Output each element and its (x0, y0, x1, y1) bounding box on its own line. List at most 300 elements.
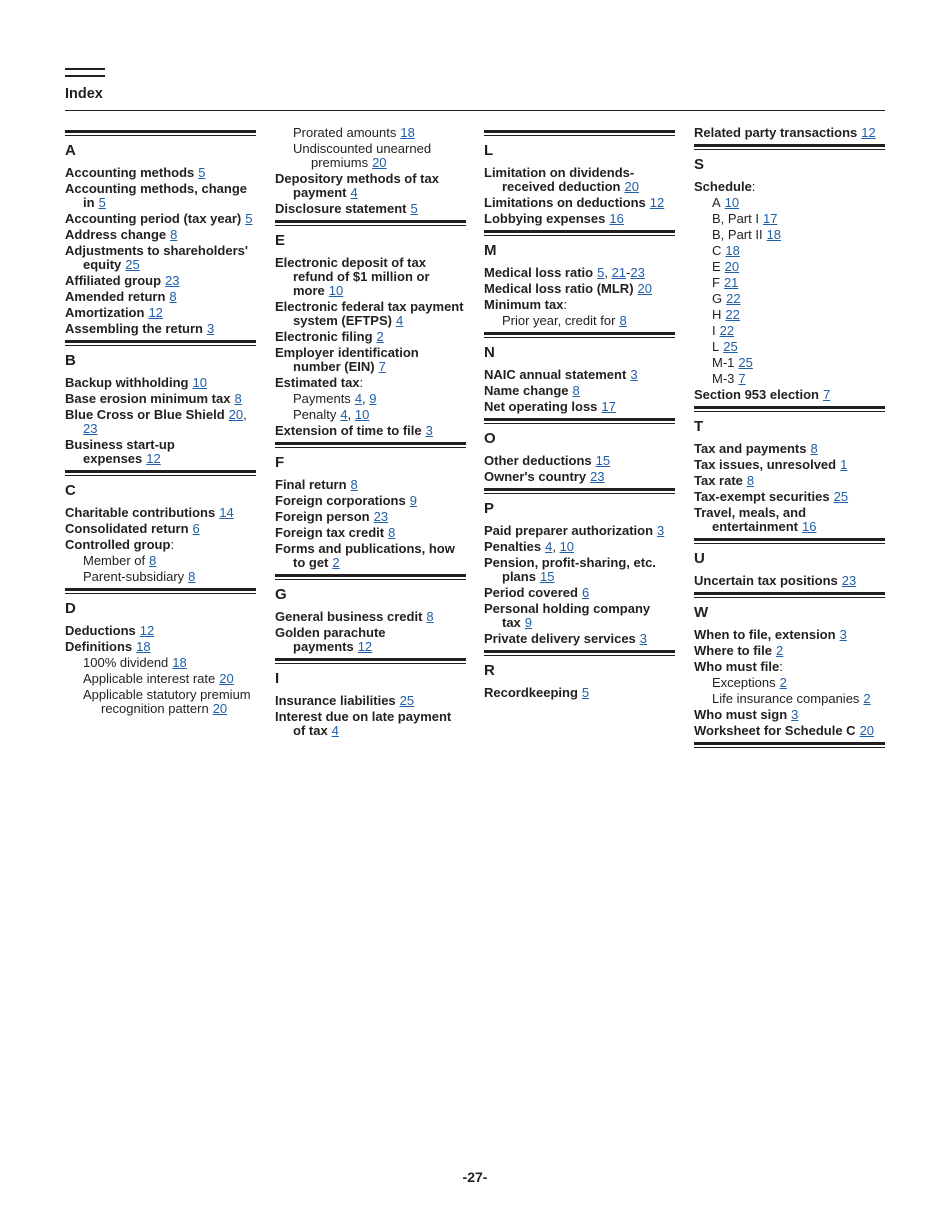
page-link[interactable]: 23 (83, 421, 98, 436)
page-link[interactable]: 20 (212, 701, 228, 716)
page-link[interactable]: 14 (219, 505, 234, 520)
page-link[interactable]: 18 (400, 125, 415, 140)
entry-term: Medical loss ratio (MLR) (484, 281, 634, 296)
page-link[interactable]: 10 (559, 539, 575, 554)
entry-term: Net operating loss (484, 399, 598, 414)
entry-term: Amortization (65, 305, 145, 320)
subentry-term: F (712, 275, 720, 290)
index-entry (484, 212, 675, 226)
entry-term: Minimum tax (484, 297, 564, 312)
index-entry (694, 458, 885, 472)
index-entry (275, 256, 466, 298)
index-entry (484, 196, 675, 210)
subentry-term: Member of (83, 553, 146, 568)
page-link[interactable]: 2 (332, 555, 340, 570)
index-entry (65, 522, 256, 536)
page-link[interactable]: 18 (725, 243, 740, 258)
page-link[interactable]: 2 (776, 643, 784, 658)
page-link[interactable]: 3 (639, 631, 648, 646)
entry-term: When to file, extension (694, 627, 836, 642)
index-entry (275, 300, 466, 328)
index-subentry (65, 570, 256, 584)
index-entry (484, 632, 675, 646)
index-entry (484, 166, 675, 194)
page-references (601, 399, 615, 414)
index-subentry (694, 244, 885, 258)
page-link[interactable]: 23 (630, 265, 645, 280)
page-references (358, 639, 372, 654)
page-references (725, 243, 739, 258)
page-link[interactable]: 17 (601, 399, 616, 414)
index-subentry (694, 196, 885, 210)
section-rule (694, 592, 885, 598)
entry-term: Accounting methods, change in (65, 181, 248, 210)
entry-term: Address change (65, 227, 167, 242)
index-entry (484, 686, 675, 700)
page-link[interactable]: 5 (198, 165, 206, 180)
page-references (146, 451, 160, 466)
page-link[interactable]: 4 (545, 539, 553, 554)
index-entry (65, 228, 256, 242)
page-link[interactable]: 8 (810, 441, 818, 456)
index-entry (275, 626, 466, 654)
page-link[interactable]: 16 (609, 211, 624, 226)
page-link[interactable]: 2 (863, 691, 871, 706)
page-link[interactable]: 12 (146, 451, 161, 466)
page-references (638, 281, 652, 296)
index-entry (694, 724, 885, 738)
page-link[interactable]: 8 (619, 313, 627, 328)
entry-term: Medical loss ratio (484, 265, 594, 280)
index-subentry (65, 688, 256, 716)
page-references (165, 273, 179, 288)
page-link[interactable]: 12 (357, 639, 373, 654)
page-link[interactable]: 15 (539, 569, 555, 584)
entry-term: Period covered (484, 585, 578, 600)
index-entry (484, 282, 675, 296)
section-letter-g: G (275, 586, 287, 603)
index-subentry (694, 324, 885, 338)
page-link[interactable]: 5 (597, 265, 605, 280)
page-references (172, 655, 186, 670)
entry-term: Charitable contributions (65, 505, 216, 520)
page-references (149, 553, 156, 568)
page-link[interactable]: 2 (779, 675, 787, 690)
entry-term: Other deductions (484, 453, 592, 468)
page-references (396, 313, 403, 328)
entry-term: Interest due on late payment of tax (275, 709, 452, 738)
page-link[interactable]: 8 (234, 391, 242, 406)
page-link[interactable]: 25 (125, 257, 140, 272)
page-link[interactable]: 20 (859, 723, 875, 738)
section-letter-b: B (65, 352, 76, 369)
page-references (388, 525, 395, 540)
page-references (169, 289, 176, 304)
subentry-term: Undiscounted unearned premiums (293, 141, 432, 170)
page-references (99, 195, 106, 210)
page-references (840, 457, 847, 472)
subentry-term: I (712, 323, 716, 338)
page-link[interactable]: 3 (425, 423, 433, 438)
page-link[interactable]: 8 (388, 525, 396, 540)
page-link[interactable]: 10 (328, 283, 344, 298)
section-letter-m: M (484, 242, 497, 259)
page-link[interactable]: 20 (372, 155, 387, 170)
entry-term: Base erosion minimum tax (65, 391, 231, 406)
page-link[interactable]: 25 (399, 693, 415, 708)
section-rule (65, 130, 256, 136)
entry-term: Tax issues, unresolved (694, 457, 837, 472)
entry-term: Insurance liabilities (275, 693, 396, 708)
section-rule (65, 340, 256, 346)
entry-term: Pension, profit-sharing, etc. plans (484, 555, 656, 584)
index-entry (275, 424, 466, 438)
page-link[interactable]: 10 (354, 407, 370, 422)
page-references (780, 675, 787, 690)
page-link[interactable]: 25 (833, 489, 849, 504)
index-entry (65, 438, 256, 466)
page-link[interactable]: 3 (791, 707, 799, 722)
index-entry (484, 602, 675, 630)
entry-term: Employer identification number (EIN) (275, 345, 419, 374)
index-entry (694, 644, 885, 658)
section-letter-i: I (275, 670, 280, 687)
page-references (540, 569, 554, 584)
index-subentry (694, 372, 885, 386)
section-rule (275, 442, 466, 448)
page-link[interactable]: 15 (595, 453, 611, 468)
entry-term: Estimated tax (275, 375, 360, 390)
index-entry (484, 556, 675, 584)
page-link[interactable]: 20 (624, 179, 639, 194)
page-link[interactable]: 22 (719, 323, 735, 338)
index-entry (484, 454, 675, 468)
entry-term: Travel, meals, and entertainment (694, 505, 807, 534)
page-link[interactable]: 4 (395, 313, 404, 328)
index-entry (275, 330, 466, 344)
index-column-2 (275, 126, 466, 740)
header-ornament (65, 68, 105, 77)
page-link[interactable]: 3 (206, 321, 215, 336)
page-link[interactable]: 3 (839, 627, 847, 642)
page-references (726, 291, 740, 306)
index-subentry (694, 292, 885, 306)
entry-term: Depository methods of tax payment (275, 171, 439, 200)
section-rule (275, 658, 466, 664)
subentry-term: Penalty (293, 407, 337, 422)
page-references (410, 493, 417, 508)
page-link[interactable]: 25 (723, 339, 738, 354)
entry-term: Personal holding company tax (484, 601, 651, 630)
entry-term: Limitations on deductions (484, 195, 646, 210)
page-link[interactable]: 18 (766, 227, 782, 242)
subentry-term: E (712, 259, 721, 274)
subentry-term: Parent-subsidiary (83, 569, 185, 584)
index-entry (484, 266, 675, 280)
page-link[interactable]: 10 (724, 195, 740, 210)
page-link[interactable]: 20 (724, 259, 740, 274)
page-references (725, 307, 739, 322)
entry-term: Definitions (65, 639, 133, 654)
page-references (767, 227, 781, 242)
entry-colon: : (779, 659, 783, 674)
entry-term: Backup withholding (65, 375, 189, 390)
page-link[interactable]: 22 (725, 307, 740, 322)
index-column-3 (484, 126, 675, 702)
section-rule (694, 144, 885, 150)
page-references (426, 423, 433, 438)
section-rule (484, 130, 675, 136)
page-references (193, 375, 207, 390)
index-entry (275, 202, 466, 216)
index-entry (694, 660, 885, 674)
page-link[interactable]: 23 (841, 573, 857, 588)
index-entry (484, 470, 675, 484)
subentry-term: G (712, 291, 723, 306)
page-references (590, 469, 604, 484)
index-entry (275, 494, 466, 508)
subentry-term: Exceptions (712, 675, 776, 690)
section-letter-o: O (484, 430, 496, 447)
page-link[interactable]: 8 (746, 473, 755, 488)
subentry-term: M-1 (712, 355, 735, 370)
page-link[interactable]: 8 (169, 289, 177, 304)
page-link[interactable]: 20 (228, 407, 244, 422)
section-rule (65, 588, 256, 594)
page-link[interactable]: 18 (172, 655, 187, 670)
page-link[interactable]: 1 (840, 457, 848, 472)
entry-term: Who must file (694, 659, 780, 674)
entry-term: Consolidated return (65, 521, 189, 536)
page-link[interactable]: 5 (410, 201, 418, 216)
index-entry (694, 506, 885, 534)
index-subentry (694, 676, 885, 690)
page-link[interactable]: 3 (657, 523, 665, 538)
entry-term: Electronic filing (275, 329, 373, 344)
page-link[interactable]: 7 (738, 371, 746, 386)
page-link[interactable]: 22 (726, 291, 741, 306)
page-references (411, 201, 418, 216)
index-entry (694, 574, 885, 588)
index-entry (694, 442, 885, 456)
entry-term: Foreign tax credit (275, 525, 385, 540)
page-references (840, 627, 847, 642)
entry-term: Related party transactions (694, 125, 858, 140)
page-link[interactable]: 7 (378, 359, 386, 374)
section-letter-u: U (694, 550, 705, 567)
page-references (609, 211, 623, 226)
index-entry (65, 244, 256, 272)
page-references: 4, 10 (545, 539, 575, 554)
page-references (351, 477, 358, 492)
page-link[interactable]: 8 (188, 569, 196, 584)
index-entry (694, 708, 885, 722)
subentry-term: M-3 (712, 371, 735, 386)
page-link[interactable]: 6 (581, 585, 590, 600)
page-link[interactable]: 8 (170, 227, 178, 242)
page-link[interactable]: 5 (245, 211, 253, 226)
index-subentry (65, 672, 256, 686)
entry-term: Schedule (694, 179, 752, 194)
entry-term: NAIC annual statement (484, 367, 627, 382)
section-letter-f: F (275, 454, 285, 471)
section-letter-d: D (65, 600, 76, 617)
page-link[interactable]: 4 (340, 407, 348, 422)
section-letter-t: T (694, 418, 704, 435)
index-subentry (275, 392, 466, 406)
index-entry (694, 628, 885, 642)
page-references (738, 355, 752, 370)
entry-term: Where to file (694, 643, 773, 658)
section-rule (275, 574, 466, 580)
index-entry (484, 586, 675, 600)
page-references: 20, 23 (83, 407, 247, 436)
subentry-term: B, Part II (712, 227, 763, 242)
page-link[interactable]: 20 (219, 671, 234, 686)
page-link[interactable]: 4 (354, 391, 363, 406)
page-references (219, 505, 233, 520)
page-references: 4, 9 (354, 391, 377, 406)
page-link[interactable]: 8 (350, 477, 358, 492)
index-subentry (694, 260, 885, 274)
page-link[interactable]: 23 (590, 469, 605, 484)
page-link[interactable]: 4 (331, 723, 339, 738)
index-column-4 (694, 126, 885, 748)
page-link[interactable]: 20 (637, 281, 652, 296)
index-entry (65, 212, 256, 226)
index-entry (484, 368, 675, 382)
page-link[interactable]: 25 (738, 355, 753, 370)
index-entry (484, 524, 675, 538)
page-references (724, 275, 738, 290)
section-rule (484, 230, 675, 236)
index-entry (65, 182, 256, 210)
page-references (573, 383, 580, 398)
page-references (738, 371, 745, 386)
page-references (329, 283, 343, 298)
page-references (861, 125, 875, 140)
page-link[interactable]: 8 (149, 553, 157, 568)
page-references: 5, 21-23 (597, 265, 645, 280)
entry-term: Private delivery services (484, 631, 636, 646)
page-link[interactable]: 4 (350, 185, 358, 200)
entry-colon: : (359, 375, 364, 390)
page-references (374, 509, 388, 524)
page-references (823, 387, 830, 402)
page-references (245, 211, 252, 226)
page-link[interactable]: 9 (524, 615, 533, 630)
page-references (725, 195, 739, 210)
page-references (170, 227, 177, 242)
index-entry (694, 180, 885, 194)
page-references (234, 391, 241, 406)
entry-term: Paid preparer authorization (484, 523, 654, 538)
entry-term: Section 953 election (694, 387, 819, 402)
index-entry (65, 376, 256, 390)
index-entry (65, 538, 256, 552)
subentry-term: L (712, 339, 720, 354)
index-entry (275, 172, 466, 200)
page-references (198, 165, 205, 180)
page-references: 4, 10 (340, 407, 370, 422)
page-references (834, 489, 848, 504)
section-letter-r: R (484, 662, 495, 679)
page-link[interactable]: 5 (98, 195, 106, 210)
page-link[interactable]: 17 (762, 211, 778, 226)
page-references (619, 313, 626, 328)
entry-term: Foreign corporations (275, 493, 406, 508)
page-link[interactable]: 2 (376, 329, 384, 344)
page-link[interactable]: 16 (801, 519, 817, 534)
subentry-term: Prorated amounts (293, 125, 397, 140)
page-references (650, 195, 664, 210)
page-link[interactable]: 12 (649, 195, 665, 210)
page-link[interactable]: 21 (611, 265, 627, 280)
page-references (188, 569, 195, 584)
page-references (400, 125, 414, 140)
entry-term: Accounting methods (65, 165, 195, 180)
page-link[interactable]: 12 (148, 305, 163, 320)
page-link[interactable]: 5 (581, 685, 590, 700)
section-rule (484, 332, 675, 338)
page-link[interactable]: 7 (823, 387, 831, 402)
index-entry (65, 392, 256, 406)
section-letter-e: E (275, 232, 286, 249)
page-link[interactable]: 18 (136, 639, 151, 654)
page-title: Index (65, 86, 103, 102)
entry-term: Limitation on dividends-received deduction (484, 165, 635, 194)
page-references (624, 179, 638, 194)
page-link[interactable]: 8 (426, 609, 434, 624)
section-letter-s: S (694, 156, 705, 173)
page-link[interactable]: 23 (373, 509, 389, 524)
entry-term: Affiliated group (65, 273, 162, 288)
page-link[interactable]: 3 (630, 367, 638, 382)
page-link[interactable]: 8 (572, 383, 580, 398)
entry-term: Final return (275, 477, 347, 492)
entry-term: Extension of time to file (275, 423, 422, 438)
entry-term: Lobbying expenses (484, 211, 606, 226)
page-link[interactable]: 23 (165, 273, 180, 288)
page-link[interactable]: 10 (192, 375, 207, 390)
index-entry (484, 384, 675, 398)
page-references (863, 691, 870, 706)
section-letter-a: A (65, 142, 76, 159)
index-entry (65, 290, 256, 304)
page-link[interactable]: 21 (723, 275, 739, 290)
page-link[interactable]: 6 (192, 521, 200, 536)
page-references (525, 615, 532, 630)
index-entry (65, 408, 256, 436)
page-references (148, 305, 162, 320)
page-link[interactable]: 12 (861, 125, 876, 140)
title-rule (65, 110, 885, 111)
page-link[interactable]: 9 (369, 391, 377, 406)
entry-term: Golden parachute payments (275, 625, 386, 654)
index-entry (275, 526, 466, 540)
page-references (372, 155, 386, 170)
page-references (725, 259, 739, 274)
page-link[interactable]: 9 (409, 493, 417, 508)
index-entry (65, 274, 256, 288)
entry-term: Assembling the return (65, 321, 203, 336)
index-entry (275, 694, 466, 708)
subentry-term: C (712, 243, 722, 258)
page-link[interactable]: 12 (139, 623, 155, 638)
subentry-term: H (712, 307, 722, 322)
entry-term: Deductions (65, 623, 136, 638)
page-references (842, 573, 856, 588)
